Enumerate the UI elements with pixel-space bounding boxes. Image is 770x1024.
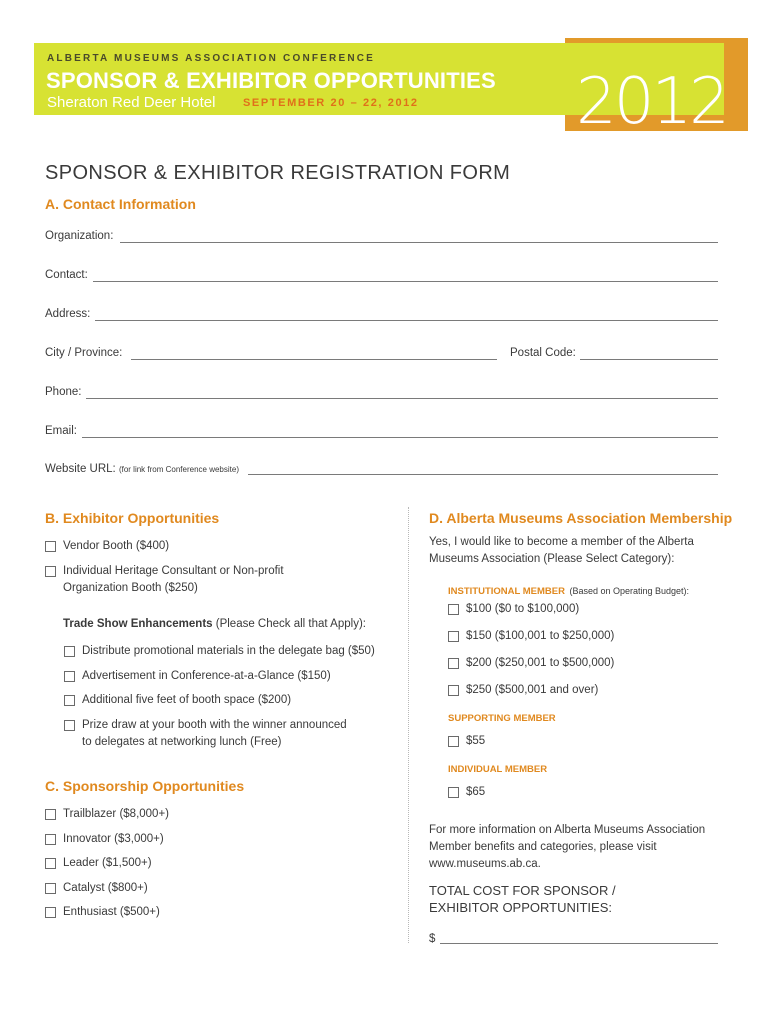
phone-field[interactable] [86, 398, 718, 399]
institutional-250-checkbox[interactable] [448, 685, 459, 696]
supporting-member-label: SUPPORTING MEMBER [448, 713, 556, 724]
vendor-booth-checkbox[interactable] [45, 541, 56, 552]
city-province-field[interactable] [131, 359, 497, 360]
institutional-200-label: $200 ($250,001 to $500,000) [466, 657, 615, 669]
email-label: Email: [45, 425, 77, 437]
currency-symbol: $ [429, 933, 436, 945]
individual-member-label: INDIVIDUAL MEMBER [448, 764, 548, 775]
individual-member-checkbox[interactable] [448, 787, 459, 798]
info-line1: For more information on Alberta Museums Association [429, 824, 706, 836]
banner-year: 2012 [576, 65, 727, 139]
venue: Sheraton Red Deer Hotel [47, 94, 216, 111]
address-label: Address: [45, 308, 91, 320]
total-cost-line2: EXHIBITOR OPPORTUNITIES: [429, 900, 612, 915]
trade-show-enhancements-heading [63, 616, 366, 633]
postal-code-field[interactable] [580, 359, 718, 360]
website-label [45, 463, 239, 475]
organization-label: Organization: [45, 230, 114, 242]
delegate-bag-label: Distribute promotional materials in the delegate bag ($50) [82, 645, 375, 657]
institutional-150-label: $150 ($100,001 to $250,000) [466, 630, 615, 642]
delegate-bag-checkbox[interactable] [64, 646, 75, 657]
advertisement-checkbox[interactable] [64, 671, 75, 682]
total-cost-field[interactable] [440, 943, 718, 944]
innovator-label: Innovator ($3,000+) [63, 833, 164, 845]
website-field[interactable] [248, 474, 718, 475]
trailblazer-label: Trailblazer ($8,000+) [63, 808, 169, 820]
institutional-100-checkbox[interactable] [448, 604, 459, 615]
institutional-100-label: $100 ($0 to $100,000) [466, 603, 580, 615]
total-cost-line1: TOTAL COST FOR SPONSOR / [429, 883, 616, 898]
innovator-checkbox[interactable] [45, 834, 56, 845]
institutional-150-checkbox[interactable] [448, 631, 459, 642]
membership-intro-line1: Yes, I would like to become a member of the Alberta [429, 536, 694, 548]
contact-field[interactable] [93, 281, 718, 282]
section-d-heading: D. Alberta Museums Association Membership [429, 510, 733, 526]
booth-space-label: Additional five feet of booth space ($200) [82, 694, 292, 706]
info-line2: Member benefits and categories, please visit [429, 841, 657, 853]
contact-label: Contact: [45, 269, 88, 281]
membership-intro-line2: Museums Association (Please Select Category): [429, 553, 675, 565]
form-title: SPONSOR & EXHIBITOR REGISTRATION FORM [45, 162, 511, 184]
supporting-member-checkbox[interactable] [448, 736, 459, 747]
prize-draw-checkbox[interactable] [64, 720, 75, 731]
enthusiast-checkbox[interactable] [45, 907, 56, 918]
city-province-label: City / Province: [45, 347, 123, 359]
institutional-member-label: INSTITUTIONAL MEMBER [448, 586, 565, 597]
leader-checkbox[interactable] [45, 858, 56, 869]
phone-label: Phone: [45, 386, 82, 398]
advertisement-label: Advertisement in Conference-at-a-Glance ($150) [82, 670, 331, 682]
consultant-booth-checkbox[interactable] [45, 566, 56, 577]
prize-draw-label-line2: to delegates at networking lunch (Free) [82, 736, 282, 748]
organization-field[interactable] [120, 242, 718, 243]
column-divider [408, 507, 409, 943]
catalyst-checkbox[interactable] [45, 883, 56, 894]
address-field[interactable] [95, 320, 718, 321]
enhancements-note: (Please Check all that Apply): [215, 618, 366, 630]
booth-space-checkbox[interactable] [64, 695, 75, 706]
conference-dates: SEPTEMBER 20 – 22, 2012 [243, 97, 419, 109]
individual-member-option: $65 [466, 786, 486, 798]
website-note: (for link from Conference website) [118, 465, 239, 474]
email-field[interactable] [82, 437, 718, 438]
enhancements-title: Trade Show Enhancements [63, 618, 213, 630]
info-website: www.museums.ab.ca. [429, 858, 541, 870]
conference-name: ALBERTA MUSEUMS ASSOCIATION CONFERENCE [47, 53, 376, 64]
institutional-member-heading [448, 581, 689, 599]
vendor-booth-label: Vendor Booth ($400) [63, 540, 170, 552]
website-label-text: Website URL: [45, 463, 116, 475]
institutional-200-checkbox[interactable] [448, 658, 459, 669]
banner-title: SPONSOR & EXHIBITOR OPPORTUNITIES [46, 68, 496, 93]
section-b-heading: B. Exhibitor Opportunities [45, 510, 220, 526]
leader-label: Leader ($1,500+) [63, 857, 152, 869]
postal-code-label: Postal Code: [510, 347, 576, 359]
catalyst-label: Catalyst ($800+) [63, 882, 148, 894]
trailblazer-checkbox[interactable] [45, 809, 56, 820]
prize-draw-label-line1: Prize draw at your booth with the winner announced [82, 719, 347, 731]
enthusiast-label: Enthusiast ($500+) [63, 906, 160, 918]
consultant-booth-label-line2: Organization Booth ($250) [63, 582, 198, 594]
section-a-heading: A. Contact Information [45, 196, 196, 212]
institutional-member-note: (Based on Operating Budget): [569, 586, 690, 596]
institutional-250-label: $250 ($500,001 and over) [466, 684, 599, 696]
section-c-heading: C. Sponsorship Opportunities [45, 778, 245, 794]
consultant-booth-label-line1: Individual Heritage Consultant or Non-profit [63, 565, 284, 577]
supporting-member-option: $55 [466, 735, 486, 747]
